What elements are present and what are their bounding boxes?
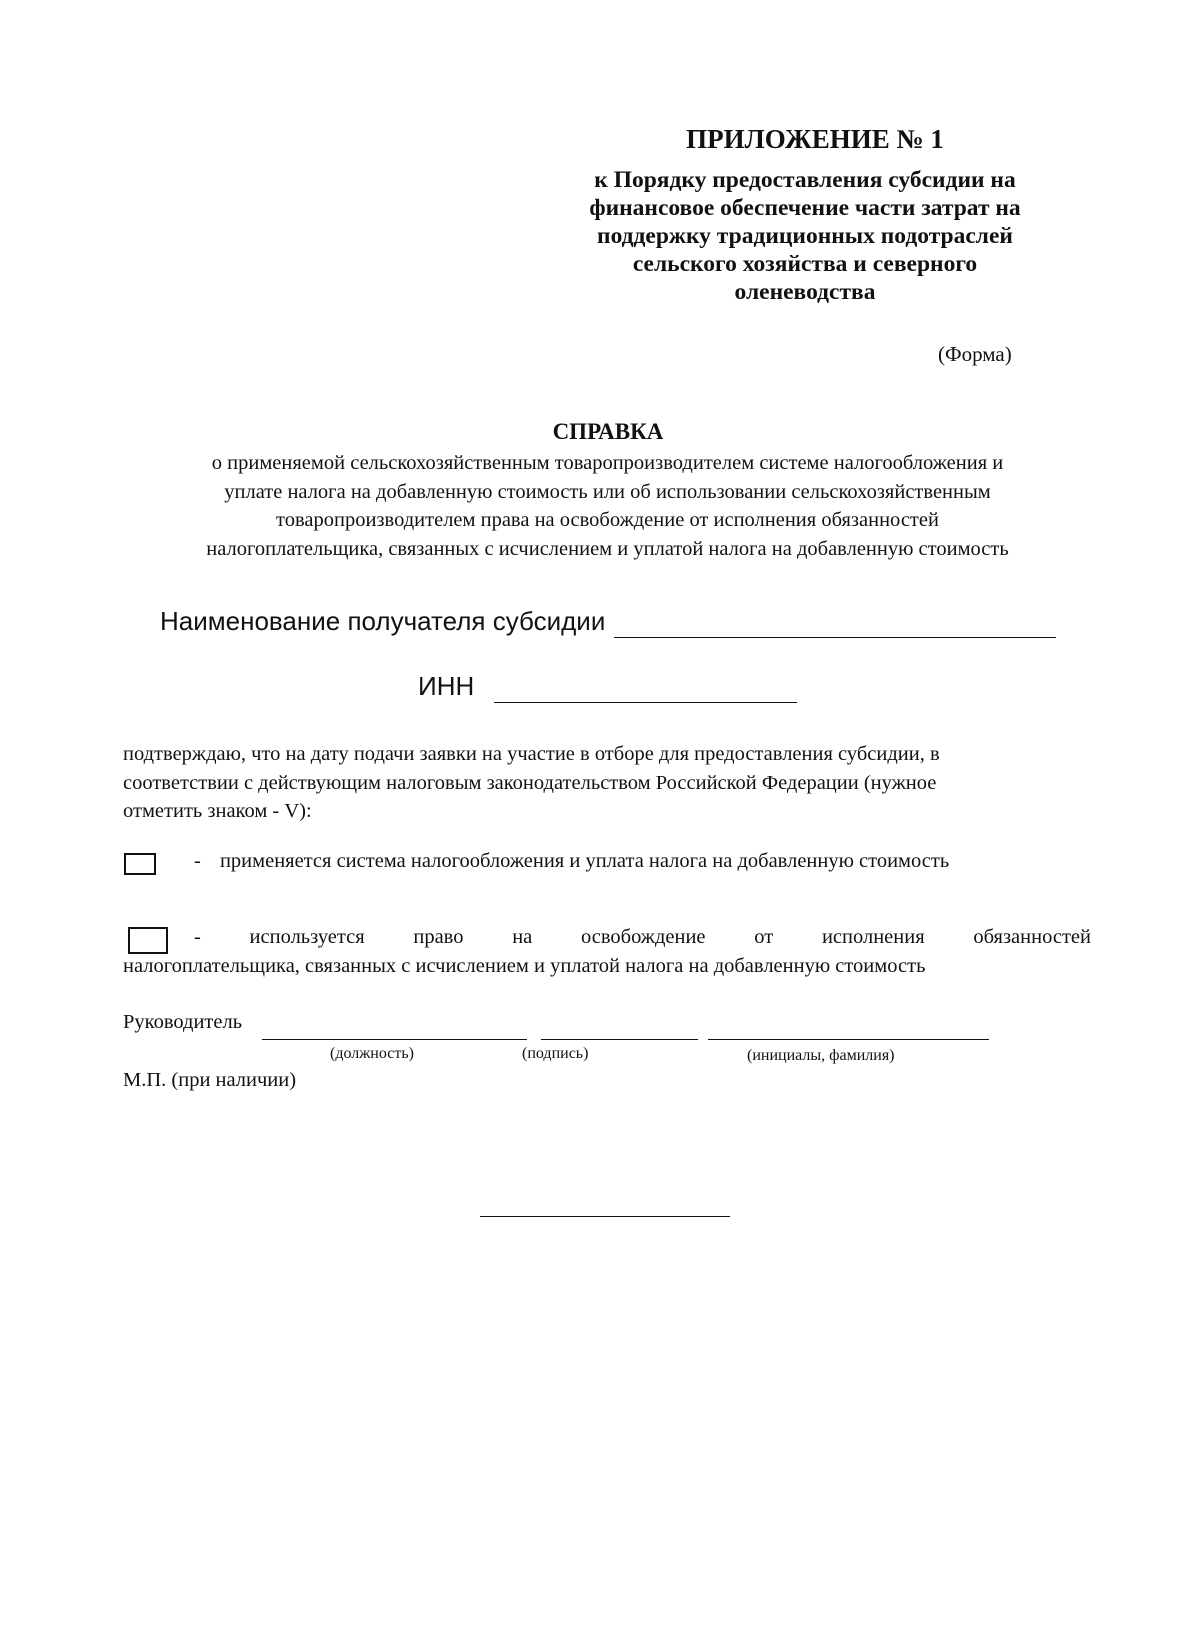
option-word: на	[512, 926, 533, 948]
option-dash: -	[194, 850, 201, 872]
signature-field[interactable]	[541, 1039, 698, 1040]
stamp-label: М.П. (при наличии)	[123, 1069, 297, 1091]
appendix-subtitle-line: финансовое обеспечение части затрат на	[589, 195, 1021, 221]
certificate-subtitle-line: уплате налога на добавленную стоимость или об использовании сельскохозяйственным	[224, 480, 991, 503]
certificate-subtitle	[120, 449, 1095, 563]
vat-exemption-option-line1	[194, 926, 1091, 949]
full-name-caption: (инициалы, фамилия)	[747, 1047, 895, 1064]
appendix-subtitle-line: к Порядку предоставления субсидии на	[594, 167, 1016, 193]
appendix-subtitle-line: сельского хозяйства и северного	[632, 251, 978, 277]
certificate-title: СПРАВКА	[552, 419, 664, 444]
appendix-title: ПРИЛОЖЕНИЕ № 1	[686, 124, 944, 154]
vat-exemption-checkbox[interactable]	[128, 927, 168, 954]
option-word: от	[754, 926, 774, 948]
form-label: (Форма)	[938, 342, 1012, 366]
position-caption: (должность)	[330, 1045, 414, 1062]
inn-label: ИНН	[418, 671, 475, 701]
option-word: используется	[249, 926, 365, 948]
option-word: освобождение	[580, 926, 706, 948]
recipient-name-field[interactable]	[614, 637, 1056, 638]
confirmation-paragraph	[123, 740, 1093, 826]
vat-payment-checkbox[interactable]	[124, 853, 156, 875]
appendix-subtitle-line: оленеводства	[734, 279, 876, 305]
recipient-name-label: Наименование получателя субсидии	[160, 606, 606, 636]
end-divider	[480, 1216, 730, 1217]
position-field[interactable]	[262, 1039, 527, 1040]
certificate-subtitle-line: о применяемой сельскохозяйственным товаропроизводителем системе налогообложения и	[211, 452, 1004, 474]
certificate-subtitle-line: налогоплательщика, связанных с исчислением и уплатой налога на добавленную стоимость	[206, 537, 1009, 560]
confirmation-line: соответствии с действующим налоговым законодательством Российской Федерации (нужное	[123, 771, 937, 794]
inn-field[interactable]	[494, 702, 797, 703]
full-name-field[interactable]	[708, 1039, 989, 1040]
head-label: Руководитель	[123, 1011, 243, 1033]
option-word: право	[413, 926, 464, 948]
confirmation-line: подтверждаю, что на дату подачи заявки на участие в отборе для предоставления субсидии, в	[123, 743, 940, 765]
vat-payment-option-label: применяется система налогообложения и уплата налога на добавленную стоимость	[219, 850, 950, 872]
option-word: обязанностей	[973, 926, 1091, 948]
certificate-subtitle-line: товаропроизводителем права на освобождение от исполнения обязанностей	[276, 509, 939, 531]
appendix-subtitle	[540, 166, 1070, 306]
vat-payment-option	[194, 850, 949, 873]
option-word: исполнения	[821, 926, 925, 948]
appendix-subtitle-line: поддержку традиционных подотраслей	[597, 223, 1013, 249]
option-dash: -	[194, 926, 201, 948]
signature-caption: (подпись)	[522, 1045, 589, 1062]
confirmation-line: отметить знаком - V):	[123, 800, 312, 822]
vat-exemption-option-line2: налогоплательщика, связанных с исчислением и уплатой налога на добавленную стоимость	[123, 955, 926, 977]
